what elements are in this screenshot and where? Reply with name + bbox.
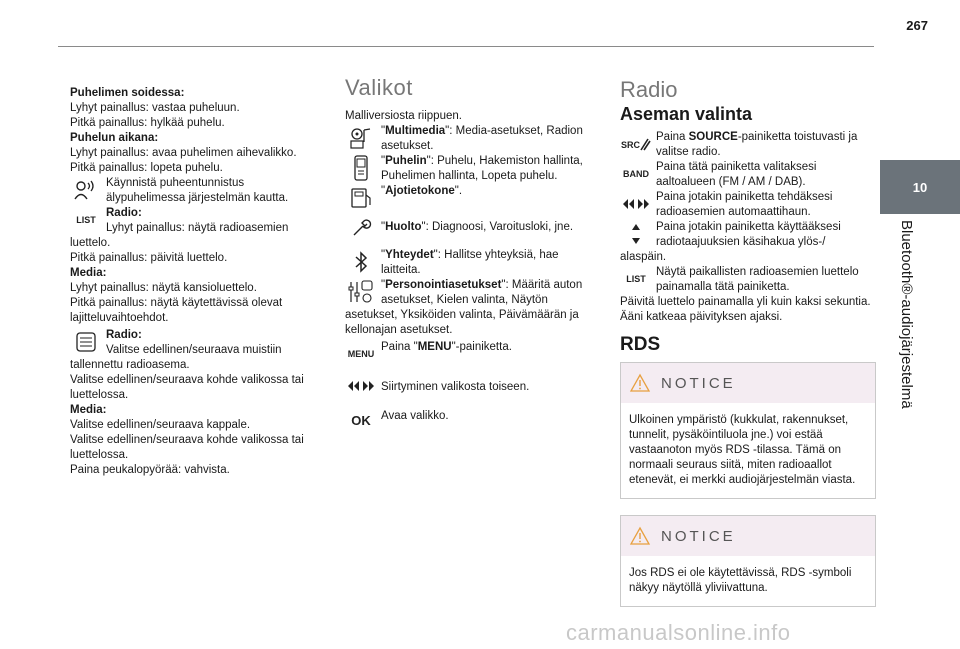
settings-icon <box>345 278 377 306</box>
menu-button-item <box>345 340 590 370</box>
wheel-media-list: Valitse edellinen/seuraava kohde valikossa tai luettelossa. <box>70 434 304 461</box>
multimedia-icon <box>345 124 377 152</box>
incoming-heading: Puhelimen soidessa: <box>70 87 185 99</box>
source-name: SOURCE <box>688 131 738 143</box>
manual-tune-tail: alaspäin. <box>620 251 667 263</box>
voice-command-text: Käynnistä puheentunnistus älypuhelimessa järjestelmän kautta. <box>106 177 289 204</box>
list-media-heading: Media: <box>70 267 107 279</box>
puhelin-desc: : Puhelu, Hakemiston hallinta, Puhelimen hallinta, Lopeta puhelu. <box>381 155 583 182</box>
notice-title-1: NOTICE <box>661 374 736 392</box>
wheel-media-heading: Media: <box>70 404 107 416</box>
station-list-tail: Päivitä luettelo painamalla yli kuin kaksi sekuntia. Ääni katkeaa päivityksen ajaksi. <box>620 296 871 323</box>
notice-box-1 <box>620 362 876 499</box>
wheel-radio-text: Valitse edellinen/seuraava muistiin <box>106 344 282 356</box>
menu-name: MENU <box>417 341 452 353</box>
list-media-long: Pitkä painallus: näytä käytettävissä olevat lajitteluvaihtoehdot. <box>70 297 283 324</box>
list-button-icon: LIST <box>76 214 96 225</box>
band-item <box>620 160 876 190</box>
manual-tune-text: Paina jotakin painiketta käyttääksesi radiotaajuuksien käsihakua ylös-/ <box>656 221 841 248</box>
list-radio-text: Lyhyt painallus: näytä radioasemien <box>106 222 289 234</box>
source-post: -painiketta toistuvasti ja valitse radio. <box>656 131 858 158</box>
wheel-press: Paina peukalopyörää: vahvista. <box>70 464 230 476</box>
menu-post: "-painiketta. <box>451 341 512 353</box>
thumbwheel-icon <box>70 328 102 356</box>
manual-tune-item <box>620 220 876 250</box>
wheel-item <box>70 328 313 358</box>
voice-command-item <box>70 176 313 206</box>
station-list-item <box>620 265 876 295</box>
personointi-name: Personointiasetukset <box>385 279 502 291</box>
page-number: 267 <box>906 18 928 33</box>
column-steering-controls <box>70 86 313 478</box>
chapter-tab: 10 <box>880 160 960 214</box>
seek-item <box>620 190 876 220</box>
station-selection-heading: Aseman valinta <box>620 104 753 124</box>
notice-text-1: Ulkoinen ympäristö (kukkulat, rakennukset, tunnelit, pysäköintiluola jne.) voi estää vastaanoton myös RDS -tilassa. Tämä on normaali seuraus siitä, miten radioaallot etenevät, ei merkki audiojärjestelmän viasta. <box>629 414 856 486</box>
ajotietokone-name: Ajotietokone <box>385 185 455 197</box>
huolto-desc: : Diagnoosi, Varoitusloki, jne. <box>425 221 574 233</box>
multimedia-text: "Multimedia": Media-asetukset, Radion asetukset. <box>381 125 583 152</box>
puhelin-name: Puhelin <box>385 155 427 167</box>
column-menus <box>345 75 590 436</box>
during-short: Lyhyt painallus: avaa puhelimen aihevalikko. <box>70 147 297 159</box>
personointi-tail: asetukset, Yksiköiden valinta, Päivämäärän ja kellonajan asetukset. <box>345 309 579 336</box>
menus-intro: Malliversiosta riippuen. <box>345 110 462 122</box>
svg-text:SRC: SRC <box>621 140 641 150</box>
huolto-name: Huolto <box>385 221 422 233</box>
menu-pre: Paina " <box>381 341 418 353</box>
source-button-icon <box>620 130 652 158</box>
menu-ajotietokone <box>345 184 590 214</box>
seek-text: Paina jotakin painiketta tehdäksesi radioasemien automaattihaun. <box>656 191 833 218</box>
source-item <box>620 130 876 160</box>
menu-button-icon: MENU <box>347 348 375 359</box>
multimedia-desc: : Media-asetukset, Radion asetukset. <box>381 125 583 152</box>
ok-item <box>345 406 590 436</box>
incoming-long: Pitkä painallus: hylkää puhelu. <box>70 117 225 129</box>
during-heading: Puhelun aikana: <box>70 132 159 144</box>
list-long: Pitkä painallus: päivitä luettelo. <box>70 252 228 264</box>
nav-arrows-item <box>345 372 590 404</box>
personointi-text: "Personointiasetukset": Määritä auton asetukset, Kielen valinta, Näytön <box>381 279 583 306</box>
wrench-icon <box>345 214 377 242</box>
menus-heading: Valikot <box>345 75 413 100</box>
source-pre: Paina <box>656 131 689 143</box>
ok-text: Avaa valikko. <box>381 410 449 422</box>
notice-text-2: Jos RDS ei ole käytettävissä, RDS -symboli näkyy näytöllä yliviivattuna. <box>629 567 852 594</box>
menu-puhelin <box>345 154 590 184</box>
menu-multimedia <box>345 124 590 154</box>
warning-icon <box>629 373 651 393</box>
list-radio-tail: luettelo. <box>70 237 111 249</box>
menu-huolto <box>345 214 590 248</box>
wheel-radio-list: Valitse edellinen/seuraava kohde valikossa tai luettelossa. <box>70 374 304 401</box>
wheel-radio-tail: tallennettu radioasema. <box>70 359 190 371</box>
notice-title-2: NOTICE <box>661 527 736 545</box>
nav-arrows-text: Siirtyminen valikosta toiseen. <box>381 381 530 393</box>
notice-header-1 <box>621 363 875 403</box>
yhteydet-name: Yhteydet <box>385 249 434 261</box>
chapter-title <box>893 220 915 460</box>
puhelin-text: "Puhelin": Puhelu, Hakemiston hallinta, Puhelimen hallinta, Lopeta puhelu. <box>381 155 583 182</box>
trip-computer-icon <box>345 184 377 212</box>
notice-header-2 <box>621 516 875 556</box>
menu-yhteydet <box>345 248 590 278</box>
personointi-desc: : Määritä auton asetukset, Kielen valinta, Näytön <box>381 279 583 306</box>
source-text <box>656 130 876 160</box>
watermark: carmanualsonline.info <box>566 620 791 645</box>
chapter-title-text: Bluetooth®-audiojärjestelmä <box>898 220 915 409</box>
menu-button-text <box>381 340 590 355</box>
list-item <box>70 206 313 236</box>
yhteydet-text: "Yhteydet": Hallitse yhteyksiä, hae laitteita. <box>381 249 559 276</box>
band-button-icon: BAND <box>623 168 649 179</box>
incoming-short: Lyhyt painallus: vastaa puheluun. <box>70 102 240 114</box>
bluetooth-icon <box>345 248 377 276</box>
wheel-media-track: Valitse edellinen/seuraava kappale. <box>70 419 251 431</box>
phone-icon <box>345 154 377 182</box>
huolto-text: "Huolto": Diagnoosi, Varoitusloki, jne. <box>381 221 574 233</box>
left-right-arrows-icon <box>345 372 377 400</box>
voice-command-icon <box>70 176 102 204</box>
band-text: Paina tätä painiketta valitaksesi aaltoalueen (FM / AM / DAB). <box>656 161 817 188</box>
list-radio-heading: Radio: <box>106 207 142 219</box>
rds-heading: RDS <box>620 334 661 355</box>
warning-icon <box>629 526 651 546</box>
ok-button-icon: OK <box>351 412 371 428</box>
during-long: Pitkä painallus: lopeta puhelu. <box>70 162 223 174</box>
menu-personointi <box>345 278 590 308</box>
list-media-short: Lyhyt painallus: näytä kansioluettelo. <box>70 282 257 294</box>
notice-box-2 <box>620 515 876 607</box>
header-rule <box>58 46 874 47</box>
seek-arrows-icon <box>620 190 652 218</box>
up-down-arrows-icon <box>620 220 652 248</box>
column-radio <box>620 77 876 607</box>
list-button-icon: LIST <box>626 273 646 284</box>
multimedia-name: Multimedia <box>385 125 446 137</box>
radio-heading: Radio <box>620 77 678 102</box>
station-list-text: Näytä paikallisten radioasemien luettelo painamalla tätä painiketta. <box>656 266 859 293</box>
wheel-radio-heading: Radio: <box>106 329 142 341</box>
yhteydet-desc: : Hallitse yhteyksiä, hae laitteita. <box>381 249 559 276</box>
ajotietokone-text: "Ajotietokone". <box>381 185 463 197</box>
